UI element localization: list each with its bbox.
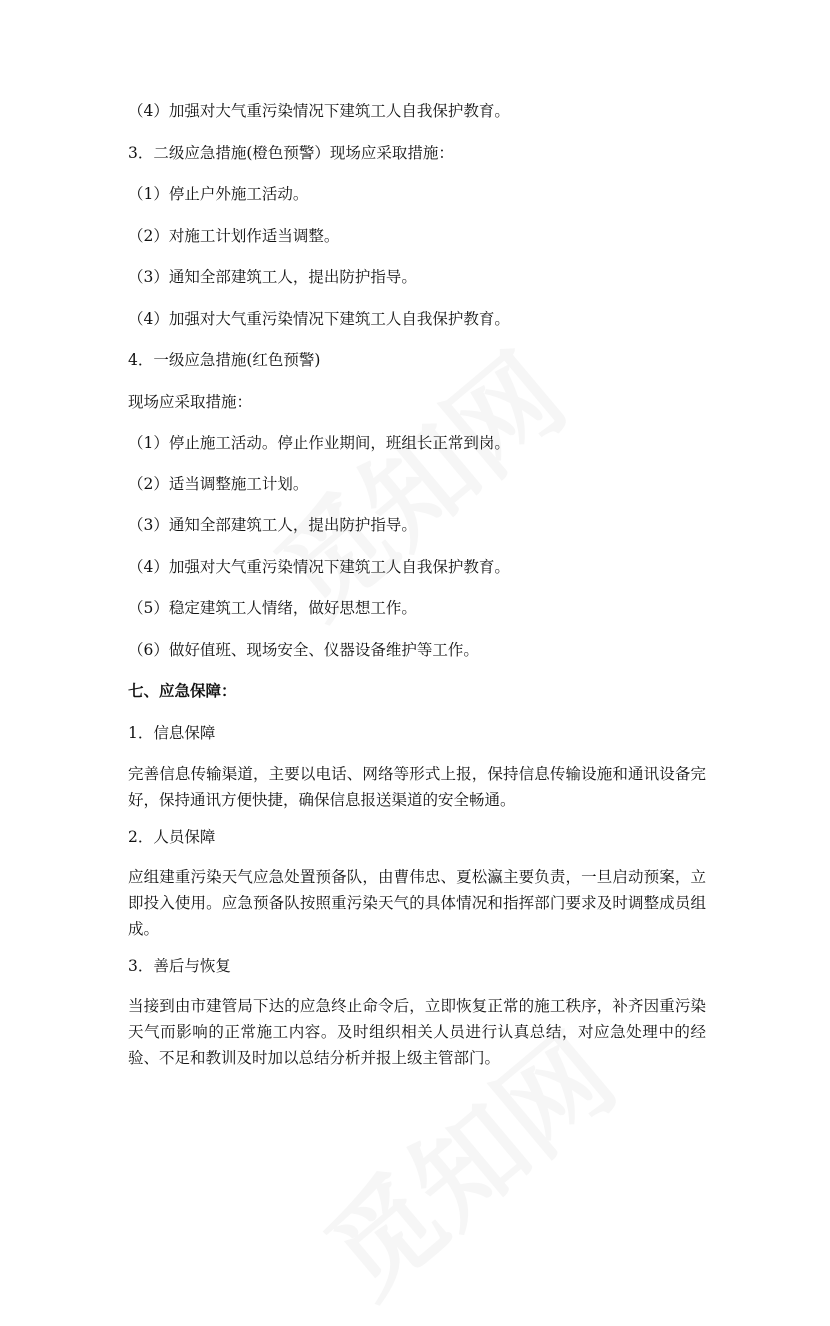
list-item: （4）加强对大气重污染情况下建筑工人自我保护教育。 bbox=[128, 558, 510, 576]
list-item: （5）稳定建筑工人情绪，做好思想工作。 bbox=[128, 599, 417, 617]
subsection-title: 1．信息保障 bbox=[128, 724, 216, 742]
list-text: 现场应采取措施： bbox=[128, 393, 253, 411]
paragraph: 完善信息传输渠道，主要以电话、网络等形式上报，保持信息传输设施和通讯设备完好，保持通讯方便快捷，确保信息报送渠道的安全畅通。 bbox=[128, 765, 706, 809]
list-item: （3）通知全部建筑工人，提出防护指导。 bbox=[128, 516, 417, 534]
section-heading: 七、应急保障： bbox=[128, 682, 237, 700]
list-item: （4）加强对大气重污染情况下建筑工人自我保护教育。 bbox=[128, 102, 510, 120]
list-item: （3）通知全部建筑工人，提出防护指导。 bbox=[128, 268, 417, 286]
list-item: （1）停止施工活动。停止作业期间，班组长正常到岗。 bbox=[128, 434, 510, 452]
list-item: （4）加强对大气重污染情况下建筑工人自我保护教育。 bbox=[128, 310, 510, 328]
subsection-title: 2．人员保障 bbox=[128, 828, 216, 846]
list-item: （6）做好值班、现场安全、仪器设备维护等工作。 bbox=[128, 641, 479, 659]
subsection-title: 3．善后与恢复 bbox=[128, 957, 231, 975]
list-item: （2）适当调整施工计划。 bbox=[128, 475, 309, 493]
list-item: （2）对施工计划作适当调整。 bbox=[128, 227, 340, 245]
list-heading: 4．一级应急措施(红色预警) bbox=[128, 351, 321, 369]
list-item: （1）停止户外施工活动。 bbox=[128, 185, 309, 203]
paragraph: 应组建重污染天气应急处置预备队，由曹伟忠、夏松瀛主要负责，一旦启动预案，立即投入使用。应急预备队按照重污染天气的具体情况和指挥部门要求及时调整成员组成。 bbox=[128, 868, 706, 938]
list-heading: 3．二级应急措施(橙色预警）现场应采取措施： bbox=[128, 144, 454, 162]
paragraph: 当接到由市建管局下达的应急终止命令后，立即恢复正常的施工秩序，补齐因重污染天气而影响的正常施工内容。及时组织相关人员进行认真总结，对应急处理中的经验、不足和教训及时加以总结分析并报上级主管部门。 bbox=[128, 997, 706, 1067]
